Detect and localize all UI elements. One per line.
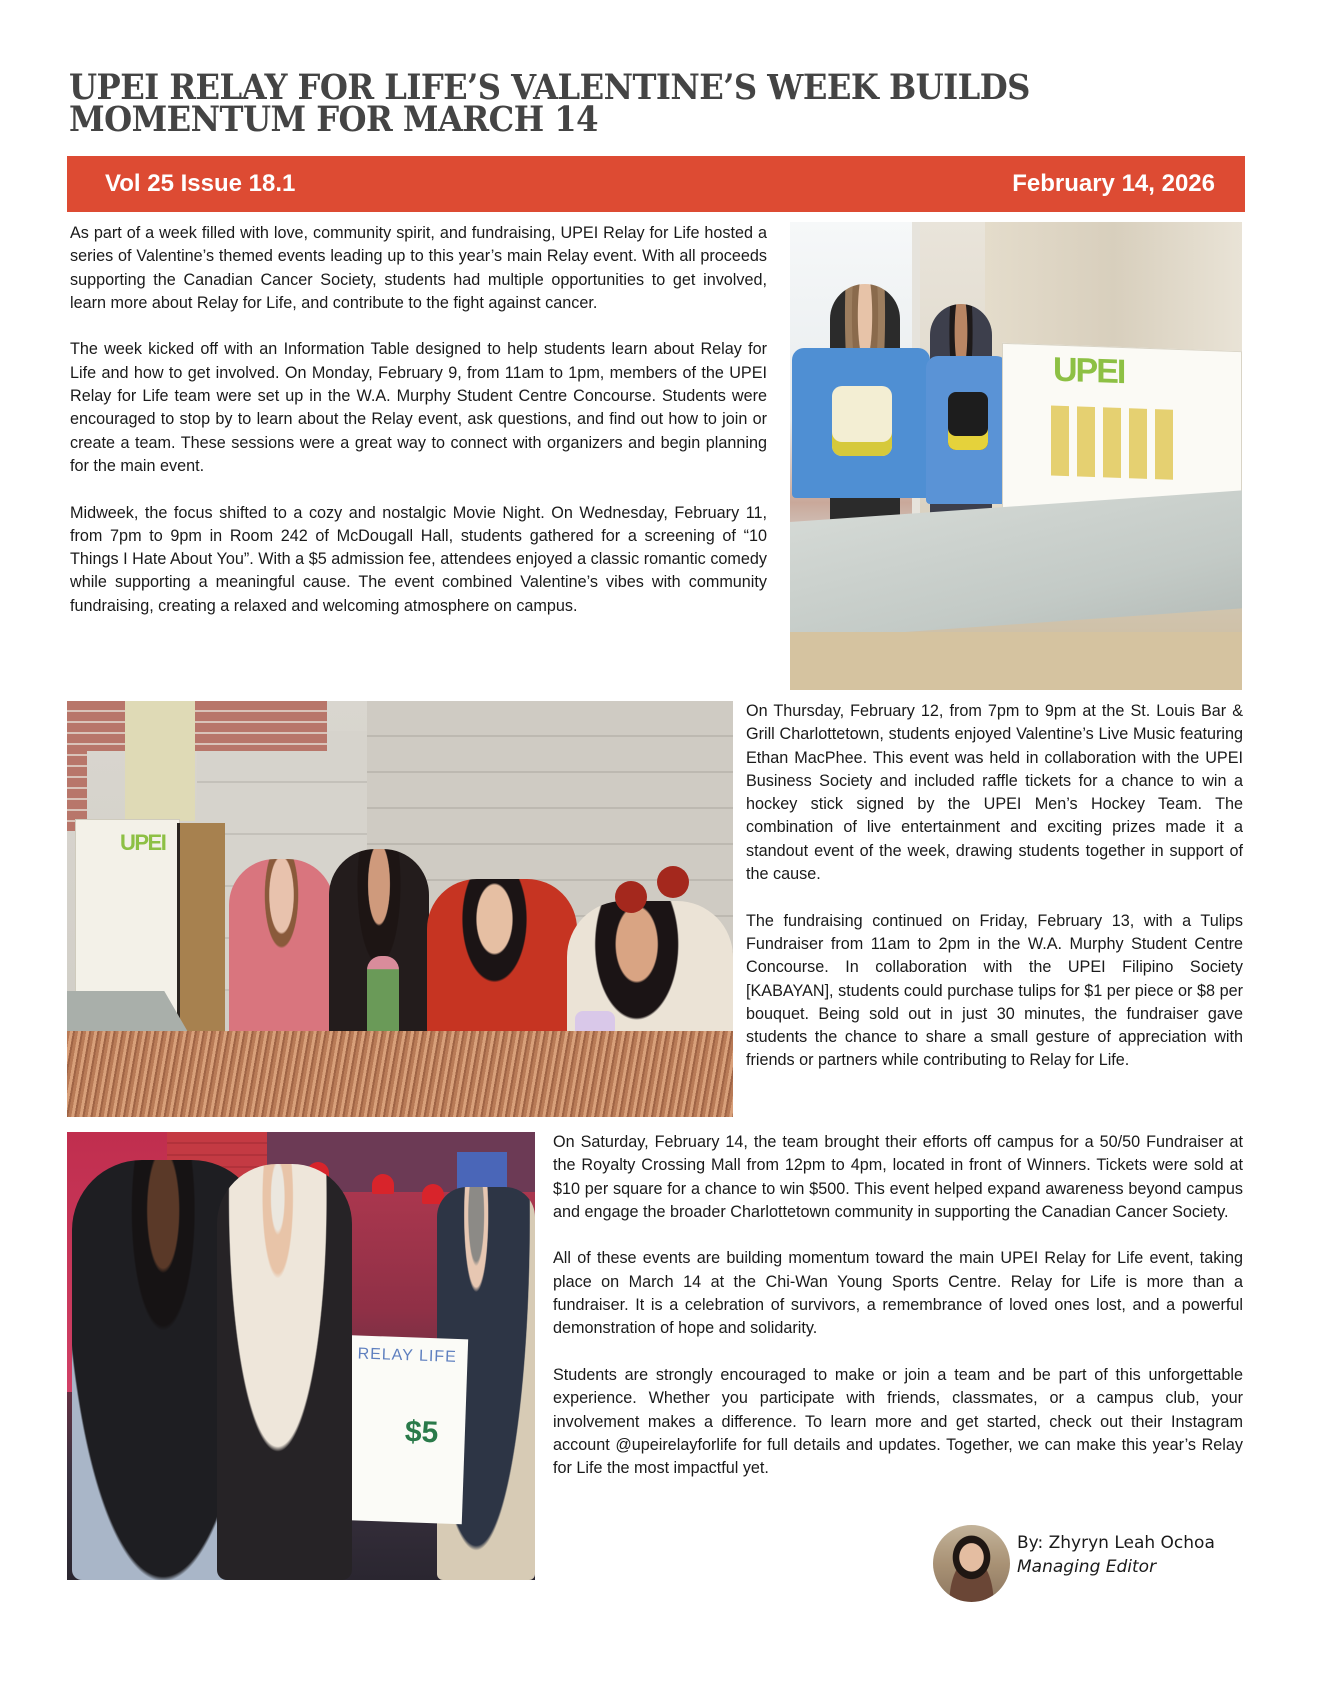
photo-streamers — [67, 1031, 733, 1117]
paragraph-movie-night: Midweek, the focus shifted to a cozy and nostalgic Movie Night. On Wednesday, February 11, from 7pm to 9pm in Room 242 of McDougall Hall, students gathered for a screening of “10 Things I Hate About You”. With a $5 admission fee, attendees enjoyed a classic romantic comedy while supporting a meaningful cause. The event combined Valentine’s vibes with community fundraising, creating a relaxed and welcoming atmosphere on campus. — [70, 503, 767, 615]
paragraph-5050: On Saturday, February 14, the team brought their efforts off campus for a 50/50 Fundraiser at the Royalty Crossing Mall from 12pm to 4pm, located in front of Winners. Tickets were sold at $10 per square for a chance to win $500. This event helped expand awareness beyond campus and engage the broader Charlottetown community in supporting the Canadian Cancer Society. — [553, 1133, 1243, 1221]
photo-floor — [790, 632, 1242, 690]
issue-number: Vol 25 Issue 18.1 — [105, 170, 296, 197]
photo-person — [229, 859, 334, 1059]
photo-person — [217, 1164, 352, 1580]
paragraph-momentum: All of these events are building momentum toward the main UPEI Relay for Life event, taking place on March 14 at the Chi-Wan Young Sports Centre. Relay for Life is more than a fundraiser. It is a celebration of survivors, a remembrance of loved ones lost, and a powerful demonstration of hope and solidarity. — [553, 1249, 1243, 1338]
paragraph-info-table: The week kicked off with an Information Table designed to help students learn about Relay for Life and how to get involved. On Monday, February 9, from 11am to 1pm, members of the UPEI Relay for Life team were set up in the W.A. Murphy Student Centre Concourse. Students were encouraged to stop by to learn about the Relay event, ask questions, and find out how to join or create a team. These sessions were a great way to connect with organizers and begin planning for the main event. — [70, 340, 767, 475]
paragraph-call-to-action: Students are strongly encouraged to make or join a team and be part of this unforgettable experience. Whether you participate with friends, classmates, or a campus club, your involvement makes a difference. To learn more and get started, check out their Instagram account @upeirelayforlife for full details and updates. Together, we can make this year’s Relay for Life the most impactful yet. — [553, 1365, 1243, 1478]
photo-information-table — [790, 222, 1242, 690]
photo-brick — [67, 701, 87, 831]
photo-brick — [67, 701, 327, 751]
author-avatar — [933, 1525, 1010, 1602]
photo-pompom — [615, 881, 647, 913]
paragraph-tulips: The fundraising continued on Friday, February 13, with a Tulips Fundraiser from 11am to 2pm in the W.A. Murphy Student Centre Concourse. In collaboration with the UPEI Filipino Society [KABAYAN], students could purchase tulips for $1 per piece or $8 per bouquet. Being sold out in just 30 minutes, the fundraiser gave students the chance to share a small gesture of appreciation with friends or partners while contributing to Relay for Life. — [746, 911, 1243, 1070]
photo-tshirt — [792, 348, 930, 498]
paragraph-live-music: On Thursday, February 12, from 7pm to 9pm at the St. Louis Bar & Grill Charlottetown, students enjoyed Valentine’s Live Music featuring Ethan MacPhee. This event was held in collaboration with the UPEI Business Society and included raffle tickets for a chance to win a hockey stick signed by the UPEI Men’s Hockey Team. The combination of live entertainment and exciting prizes made it a standout event of the week, drawing students together in support of the cause. — [746, 702, 1243, 884]
issue-banner — [67, 156, 1245, 212]
photo-door — [125, 701, 195, 821]
author-role: Managing Editor — [1017, 1557, 1157, 1577]
author-name: By: Zhyryn Leah Ochoa — [1017, 1533, 1215, 1553]
article-headline — [69, 67, 1155, 140]
article-column-2 — [746, 700, 1243, 1073]
article-column-3 — [553, 1131, 1243, 1480]
photo-5050-fundraiser — [67, 1132, 535, 1580]
article-column-1 — [70, 222, 767, 618]
photo-lamp — [372, 1174, 394, 1194]
photo-tshirt — [926, 356, 1008, 504]
photo-sign — [332, 1335, 468, 1524]
issue-date: February 14, 2026 — [1012, 170, 1215, 197]
photo-tulips-fundraiser — [67, 701, 733, 1117]
photo-tulips — [367, 956, 399, 1041]
byline — [1017, 1531, 1215, 1579]
headline-line-2: MOMENTUM FOR MARCH 14 — [69, 99, 598, 140]
photo-pompom — [657, 866, 689, 898]
headline-line-1: UPEI RELAY FOR LIFE’S VALENTINE’S WEEK BUILDS — [69, 67, 1030, 108]
paragraph-intro: As part of a week filled with love, community spirit, and fundraising, UPEI Relay for Life hosted a series of Valentine’s themed events leading up to this year’s main Relay event. With all proceeds supporting the Canadian Cancer Society, students had multiple opportunities to get involved, learn more about Relay for Life, and contribute to the fight against cancer. — [70, 224, 767, 312]
